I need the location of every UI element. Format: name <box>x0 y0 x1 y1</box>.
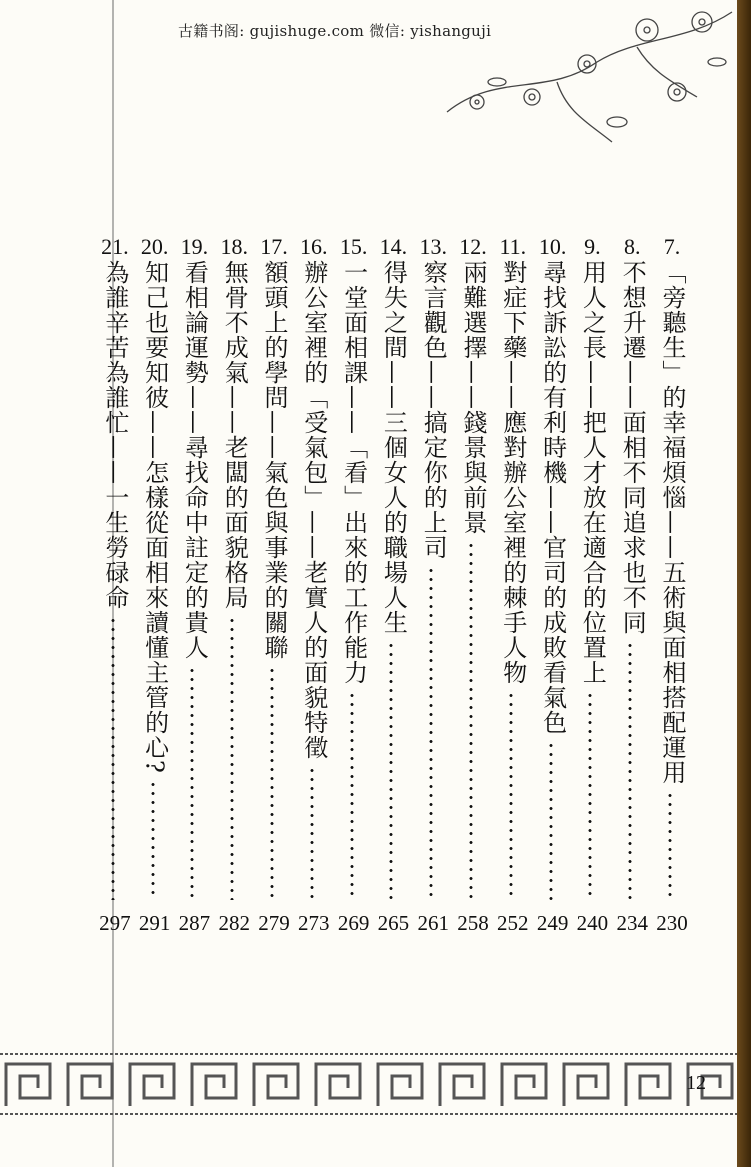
page-number: 12 <box>686 1072 706 1094</box>
greek-key-motif <box>192 1064 236 1106</box>
toc-entry-title: 兩難選擇——錢景與前景 <box>459 260 487 535</box>
toc-entry-title: 用人之長——把人才放在適合的位置上 <box>578 260 607 685</box>
toc-entry-number: 16. <box>300 234 328 259</box>
toc-leader-dots <box>349 691 355 900</box>
toc-entry-page: 240 <box>576 911 609 935</box>
toc-entry <box>256 236 292 936</box>
toc-leader-dots <box>388 641 394 900</box>
toc-entry <box>535 236 571 936</box>
toc-entry-number: 14. <box>379 234 408 259</box>
toc-leader-dots <box>548 741 554 900</box>
toc-entry-title: 察言觀色——搞定你的上司 <box>419 260 448 560</box>
toc-entry-title: 額頭上的學問——氣色與事業的關聯 <box>260 260 288 660</box>
toc-entry-page: 291 <box>138 911 171 935</box>
toc-entry-title: 看相論運勢——尋找命中註定的貴人 <box>180 260 209 660</box>
toc-entry <box>654 236 690 936</box>
toc-entry <box>336 236 372 936</box>
toc-entry <box>415 236 451 936</box>
toc-entry-page: 258 <box>457 911 489 935</box>
toc-entry-page: 273 <box>298 911 330 935</box>
greek-key-motif <box>68 1064 112 1106</box>
toc-entry-number: 17. <box>260 234 288 259</box>
toc-entry-title: 為誰辛苦為誰忙——一生勞碌命 <box>100 260 129 610</box>
toc-entry <box>97 236 133 936</box>
greek-key-motif <box>440 1064 484 1106</box>
toc-entry-number: 19. <box>180 234 209 259</box>
toc-entry <box>375 236 411 936</box>
toc-entry-page: 269 <box>337 911 370 935</box>
toc-entry-page: 249 <box>536 911 569 935</box>
toc-entry-number: 8. <box>623 234 641 259</box>
toc-entry-page: 230 <box>656 911 688 935</box>
toc-leader-dots <box>309 766 315 900</box>
toc-entry <box>495 236 531 936</box>
toc-leader-dots <box>587 691 593 900</box>
toc-entry-page: 234 <box>616 911 648 935</box>
greek-key-motif <box>626 1064 670 1106</box>
toc-leader-dots <box>189 666 195 900</box>
toc-leader-dots <box>627 641 633 900</box>
toc-leader-dots <box>269 666 275 900</box>
toc-entry-number: 11. <box>499 234 527 259</box>
toc-entry-page: 265 <box>377 911 410 935</box>
toc-entry-title: 知己也要知彼——怎樣從面相來讀懂主管的心? <box>140 260 169 774</box>
toc-entry <box>176 236 212 936</box>
toc-entry-number: 10. <box>538 234 567 259</box>
toc-entry-number: 7. <box>663 234 681 259</box>
toc-entry-title: 不想升遷——面相不同追求也不同 <box>618 260 647 635</box>
toc-entry-title: 得失之間——三個女人的職場人生 <box>379 260 408 635</box>
toc-entry-number: 20. <box>140 234 169 259</box>
toc-entry-number: 13. <box>419 234 447 259</box>
toc-entry <box>296 236 332 936</box>
greek-key-motif <box>378 1064 422 1106</box>
toc-entry-number: 9. <box>584 234 601 259</box>
toc-entry-title: 辦公室裡的「受氣包」——老實人的面貌特徵 <box>299 260 328 760</box>
toc-entry-title: 一堂面相課——「看」出來的工作能力 <box>339 260 368 685</box>
greek-key-motif <box>502 1064 546 1106</box>
toc-entry-page: 252 <box>497 911 529 935</box>
table-of-contents <box>100 236 690 936</box>
greek-key-motif <box>130 1064 174 1106</box>
greek-key-motif <box>564 1064 608 1106</box>
toc-entry-page: 297 <box>99 911 131 935</box>
toc-entry <box>216 236 252 936</box>
toc-entry-title: 對症下藥——應對辦公室裡的棘手人物 <box>498 260 527 685</box>
greek-key-border-icon <box>0 1050 737 1120</box>
toc-entry-page: 282 <box>218 911 250 935</box>
toc-leader-dots <box>428 566 434 900</box>
toc-leader-dots <box>150 780 156 900</box>
toc-leader-dots <box>229 616 235 900</box>
page-edge <box>737 0 751 1167</box>
toc-entry-title: 尋找訴訟的有利時機——官司的成敗看氣色 <box>538 260 567 735</box>
greek-key-motif <box>6 1064 50 1106</box>
toc-entry-title: 無骨不成氣——老闆的面貌格局 <box>220 260 249 610</box>
toc-entry-title: 「旁聽生」的幸福煩惱——五術與面相搭配運用 <box>658 260 686 785</box>
toc-entry <box>137 236 173 936</box>
greek-key-motif <box>316 1064 360 1106</box>
toc-entry-number: 21. <box>101 234 129 259</box>
toc-leader-dots <box>508 691 514 900</box>
toc-leader-dots <box>667 791 673 900</box>
toc-entry <box>574 236 610 936</box>
toc-entry-number: 18. <box>220 234 248 259</box>
toc-entry-page: 261 <box>417 911 449 935</box>
toc-leader-dots <box>468 541 474 900</box>
toc-leader-dots <box>110 616 116 900</box>
toc-entry-page: 287 <box>178 911 211 935</box>
toc-entry <box>455 236 491 936</box>
watermark-text: 古籍书阁: gujishuge.com 微信: yishanguji <box>178 22 492 40</box>
toc-entry <box>614 236 650 936</box>
greek-key-motif <box>254 1064 298 1106</box>
toc-entry-page: 279 <box>258 911 290 935</box>
toc-entry-number: 12. <box>459 234 487 259</box>
toc-entry-number: 15. <box>339 234 368 259</box>
plum-blossom-branch-icon <box>437 2 737 152</box>
